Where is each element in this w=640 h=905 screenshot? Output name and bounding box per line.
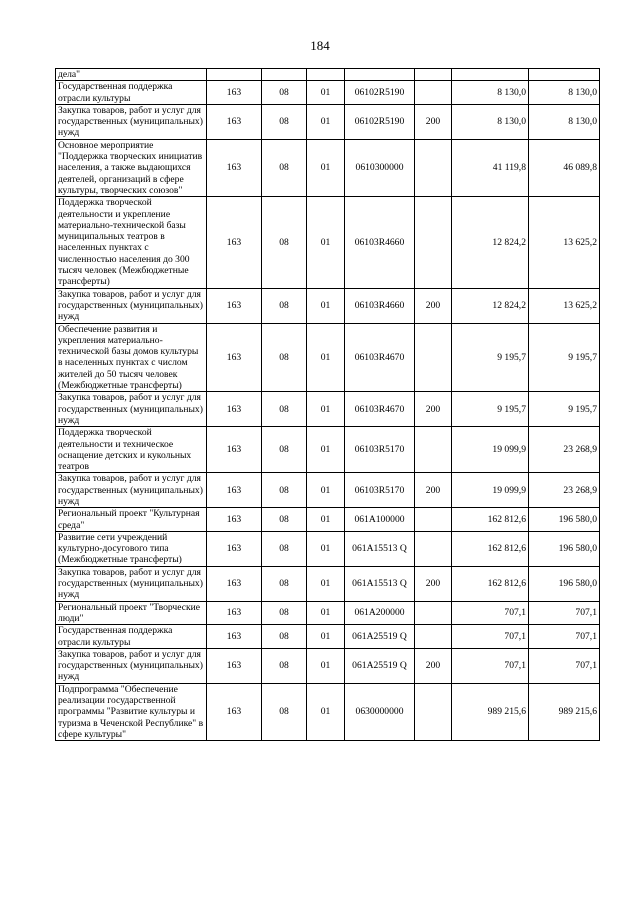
table-row [56,139,600,196]
row-section-cell: 08 [262,197,307,288]
row-year2-cell: 13 625,2 [529,197,600,288]
row-target-cell: 06103R5170 [345,473,415,508]
row-section-cell: 08 [262,427,307,473]
row-target-cell: 06103R5170 [345,427,415,473]
row-target-cell: 06102R5190 [345,104,415,139]
row-year1-cell: 162 812,6 [452,508,529,532]
table-row [56,323,600,392]
budget-table-body [56,69,600,741]
row-type-cell [415,139,452,196]
row-ministry-cell [207,69,262,81]
table-row [56,601,600,625]
row-subsection-cell: 01 [307,683,345,740]
row-year1-cell: 41 119,8 [452,139,529,196]
row-section-cell: 08 [262,139,307,196]
row-name-cell: Государственная поддержка отрасли культуры [56,81,207,105]
row-year1-cell: 8 130,0 [452,104,529,139]
row-name-cell: Обеспечение развития и укрепления материально-технической базы домов культуры в населенных пунктах с числом жителей до 50 тысяч человек (Межбюджетные трансферты) [56,323,207,392]
row-subsection-cell: 01 [307,508,345,532]
row-year2-cell: 707,1 [529,601,600,625]
row-section-cell: 08 [262,392,307,427]
row-target-cell: 06103R4670 [345,392,415,427]
table-row [56,473,600,508]
row-type-cell: 200 [415,648,452,683]
row-year2-cell: 13 625,2 [529,288,600,323]
row-name-cell: Закупка товаров, работ и услуг для государственных (муниципальных) нужд [56,392,207,427]
row-name-cell: Закупка товаров, работ и услуг для государственных (муниципальных) нужд [56,288,207,323]
row-ministry-cell: 163 [207,427,262,473]
row-year1-cell: 9 195,7 [452,323,529,392]
row-name-cell: Закупка товаров, работ и услуг для государственных (муниципальных) нужд [56,473,207,508]
row-type-cell [415,683,452,740]
row-type-cell: 200 [415,288,452,323]
row-year2-cell [529,69,600,81]
table-row [56,648,600,683]
row-subsection-cell: 01 [307,392,345,427]
row-type-cell: 200 [415,473,452,508]
row-year2-cell: 8 130,0 [529,104,600,139]
row-ministry-cell: 163 [207,392,262,427]
table-row [56,104,600,139]
row-subsection-cell: 01 [307,81,345,105]
row-year1-cell: 989 215,6 [452,683,529,740]
row-target-cell: 061A200000 [345,601,415,625]
row-year1-cell: 9 195,7 [452,392,529,427]
row-name-cell: Закупка товаров, работ и услуг для государственных (муниципальных) нужд [56,648,207,683]
row-subsection-cell: 01 [307,648,345,683]
row-target-cell: 061A100000 [345,508,415,532]
table-row [56,625,600,649]
row-subsection-cell: 01 [307,601,345,625]
page-number: 184 [310,38,330,53]
row-ministry-cell: 163 [207,288,262,323]
row-year1-cell: 162 812,6 [452,531,529,566]
row-subsection-cell: 01 [307,197,345,288]
row-type-cell: 200 [415,392,452,427]
row-name-cell: Региональный проект "Культурная среда" [56,508,207,532]
row-subsection-cell: 01 [307,288,345,323]
row-year2-cell: 196 580,0 [529,566,600,601]
row-ministry-cell: 163 [207,139,262,196]
row-ministry-cell: 163 [207,104,262,139]
row-year2-cell: 9 195,7 [529,392,600,427]
row-section-cell: 08 [262,104,307,139]
row-target-cell: 0630000000 [345,683,415,740]
table-row [56,531,600,566]
row-section-cell: 08 [262,648,307,683]
table-row [56,197,600,288]
row-target-cell: 061A15513 Q [345,566,415,601]
row-target-cell: 06103R4660 [345,197,415,288]
row-name-cell: Основное мероприятие "Поддержка творческих инициатив населения, а также выдающихся деятелей, организаций в сфере культуры, творческих союзов" [56,139,207,196]
row-name-cell: Подпрограмма "Обеспечение реализации государственной программы "Развитие культуры и туризма в Чеченской Республике" в сфере культуры" [56,683,207,740]
row-subsection-cell: 01 [307,323,345,392]
row-year1-cell: 12 824,2 [452,197,529,288]
row-year2-cell: 707,1 [529,648,600,683]
row-target-cell [345,69,415,81]
row-subsection-cell [307,69,345,81]
row-subsection-cell: 01 [307,473,345,508]
row-section-cell: 08 [262,625,307,649]
row-target-cell: 061A25519 Q [345,648,415,683]
row-year1-cell: 19 099,9 [452,427,529,473]
row-section-cell: 08 [262,531,307,566]
row-type-cell [415,601,452,625]
row-type-cell [415,625,452,649]
row-ministry-cell: 163 [207,508,262,532]
row-target-cell: 061A25519 Q [345,625,415,649]
row-year1-cell: 707,1 [452,648,529,683]
row-ministry-cell: 163 [207,625,262,649]
row-subsection-cell: 01 [307,566,345,601]
table-row [56,392,600,427]
budget-table [55,68,600,741]
table-row [56,508,600,532]
row-year1-cell: 707,1 [452,601,529,625]
row-ministry-cell: 163 [207,473,262,508]
table-row [56,69,600,81]
row-section-cell: 08 [262,473,307,508]
row-name-cell: дела" [56,69,207,81]
row-year2-cell: 8 130,0 [529,81,600,105]
row-section-cell: 08 [262,566,307,601]
row-year2-cell: 707,1 [529,625,600,649]
row-section-cell [262,69,307,81]
row-section-cell: 08 [262,288,307,323]
row-subsection-cell: 01 [307,625,345,649]
row-target-cell: 061A15513 Q [345,531,415,566]
row-subsection-cell: 01 [307,139,345,196]
table-row [56,683,600,740]
row-ministry-cell: 163 [207,648,262,683]
row-name-cell: Поддержка творческой деятельности и укрепление материально-технической базы муниципальных театров в населенных пунктах с численностью населения до 300 тысяч человек (Межбюджетные трансферты) [56,197,207,288]
row-year2-cell: 989 215,6 [529,683,600,740]
row-name-cell: Поддержка творческой деятельности и техническое оснащение детских и кукольных театров [56,427,207,473]
row-name-cell: Закупка товаров, работ и услуг для государственных (муниципальных) нужд [56,104,207,139]
row-target-cell: 0610300000 [345,139,415,196]
row-year1-cell: 162 812,6 [452,566,529,601]
row-ministry-cell: 163 [207,323,262,392]
row-year1-cell: 19 099,9 [452,473,529,508]
row-year2-cell: 46 089,8 [529,139,600,196]
row-target-cell: 06103R4660 [345,288,415,323]
row-ministry-cell: 163 [207,566,262,601]
table-row [56,566,600,601]
row-year1-cell: 8 130,0 [452,81,529,105]
row-year2-cell: 9 195,7 [529,323,600,392]
row-section-cell: 08 [262,683,307,740]
row-name-cell: Региональный проект "Творческие люди" [56,601,207,625]
table-row [56,81,600,105]
table-row [56,427,600,473]
row-type-cell [415,197,452,288]
row-section-cell: 08 [262,601,307,625]
row-year1-cell: 12 824,2 [452,288,529,323]
row-type-cell [415,531,452,566]
row-name-cell: Государственная поддержка отрасли культуры [56,625,207,649]
table-row [56,288,600,323]
row-ministry-cell: 163 [207,683,262,740]
row-year1-cell: 707,1 [452,625,529,649]
row-type-cell [415,427,452,473]
row-section-cell: 08 [262,81,307,105]
row-subsection-cell: 01 [307,104,345,139]
row-target-cell: 06103R4670 [345,323,415,392]
row-section-cell: 08 [262,508,307,532]
row-type-cell: 200 [415,104,452,139]
row-type-cell [415,81,452,105]
row-subsection-cell: 01 [307,427,345,473]
row-ministry-cell: 163 [207,197,262,288]
row-year2-cell: 196 580,0 [529,531,600,566]
row-type-cell [415,69,452,81]
row-year1-cell [452,69,529,81]
row-name-cell: Закупка товаров, работ и услуг для государственных (муниципальных) нужд [56,566,207,601]
row-ministry-cell: 163 [207,601,262,625]
row-type-cell [415,323,452,392]
row-section-cell: 08 [262,323,307,392]
row-type-cell: 200 [415,566,452,601]
row-year2-cell: 23 268,9 [529,427,600,473]
row-type-cell [415,508,452,532]
row-year2-cell: 23 268,9 [529,473,600,508]
row-subsection-cell: 01 [307,531,345,566]
row-ministry-cell: 163 [207,81,262,105]
row-target-cell: 06102R5190 [345,81,415,105]
row-name-cell: Развитие сети учреждений культурно-досугового типа (Межбюджетные трансферты) [56,531,207,566]
row-year2-cell: 196 580,0 [529,508,600,532]
row-ministry-cell: 163 [207,531,262,566]
